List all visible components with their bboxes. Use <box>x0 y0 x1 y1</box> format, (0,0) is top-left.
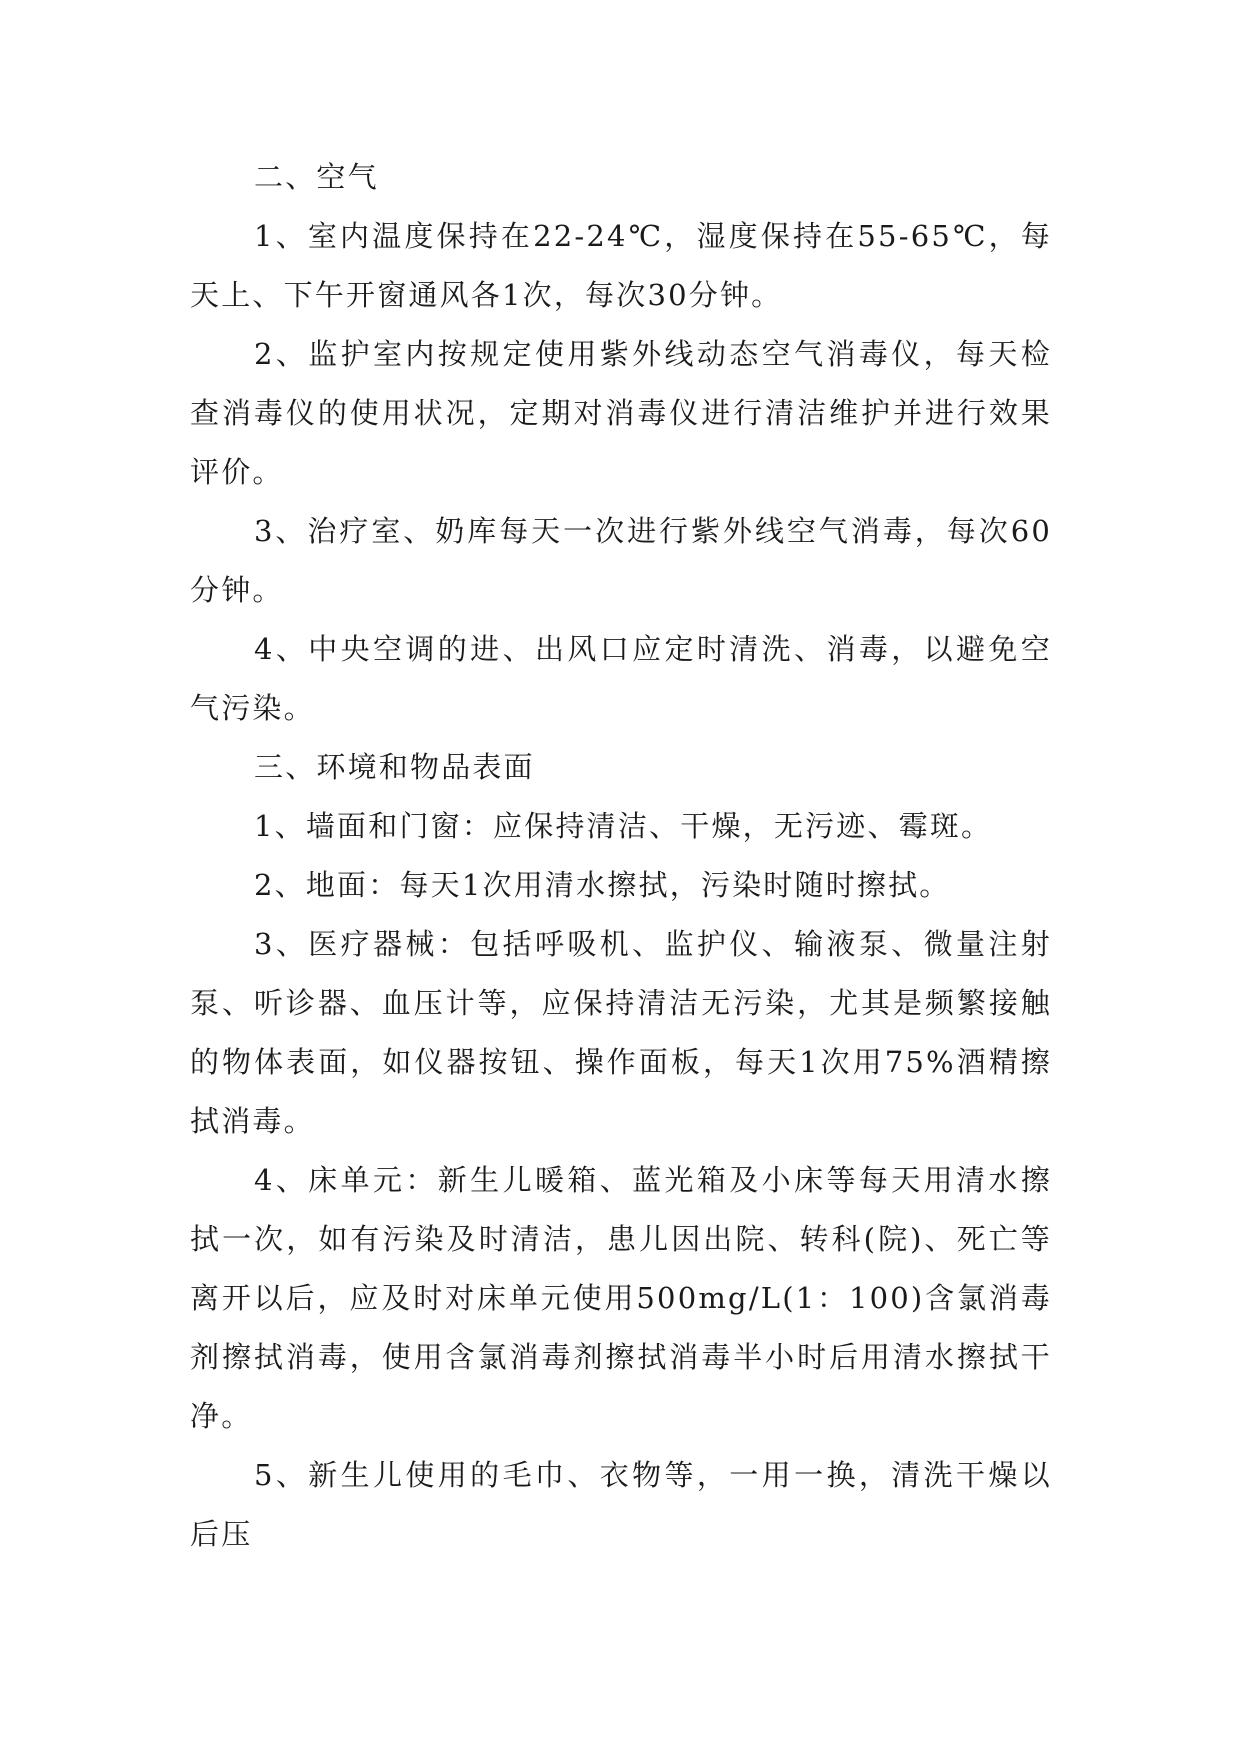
paragraph-env-3: 3、医疗器械：包括呼吸机、监护仪、输液泵、微量注射泵、听诊器、血压计等，应保持清洁无污染，尤其是频繁接触的物体表面，如仪器按钮、操作面板，每天1次用75%酒精擦拭消毒。 <box>190 927 1052 1138</box>
paragraph-env-5: 5、新生儿使用的毛巾、衣物等，一用一换，清洗干燥以后压 <box>190 1458 1052 1551</box>
paragraph-env-2: 2、地面：每天1次用清水擦拭，污染时随时擦拭。 <box>254 868 951 902</box>
paragraph-air-2: 2、监护室内按规定使用紫外线动态空气消毒仪，每天检查消毒仪的使用状况，定期对消毒仪进行清洁维护并进行效果评价。 <box>190 337 1052 489</box>
paragraph-air-1: 1、室内温度保持在22-24℃，湿度保持在55-65℃，每天上、下午开窗通风各1次，每次30分钟。 <box>190 219 1052 312</box>
paragraph-air-4: 4、中央空调的进、出风口应定时清洗、消毒，以避免空气污染。 <box>190 632 1052 725</box>
document-body <box>190 148 1052 1564</box>
section-heading-environment: 三、环境和物品表面 <box>254 750 535 784</box>
paragraph-env-4: 4、床单元：新生儿暖箱、蓝光箱及小床等每天用清水擦拭一次，如有污染及时清洁，患儿因出院、转科(院)、死亡等离开以后，应及时对床单元使用500mg/L(1：100)含氯消毒剂擦拭消毒，使用含氯消毒剂擦拭消毒半小时后用清水擦拭干净。 <box>190 1163 1052 1433</box>
paragraph-air-3: 3、治疗室、奶库每天一次进行紫外线空气消毒，每次60分钟。 <box>190 514 1052 607</box>
section-heading-air: 二、空气 <box>254 160 379 194</box>
paragraph-env-1: 1、墙面和门窗：应保持清洁、干燥，无污迹、霉斑。 <box>254 809 993 843</box>
